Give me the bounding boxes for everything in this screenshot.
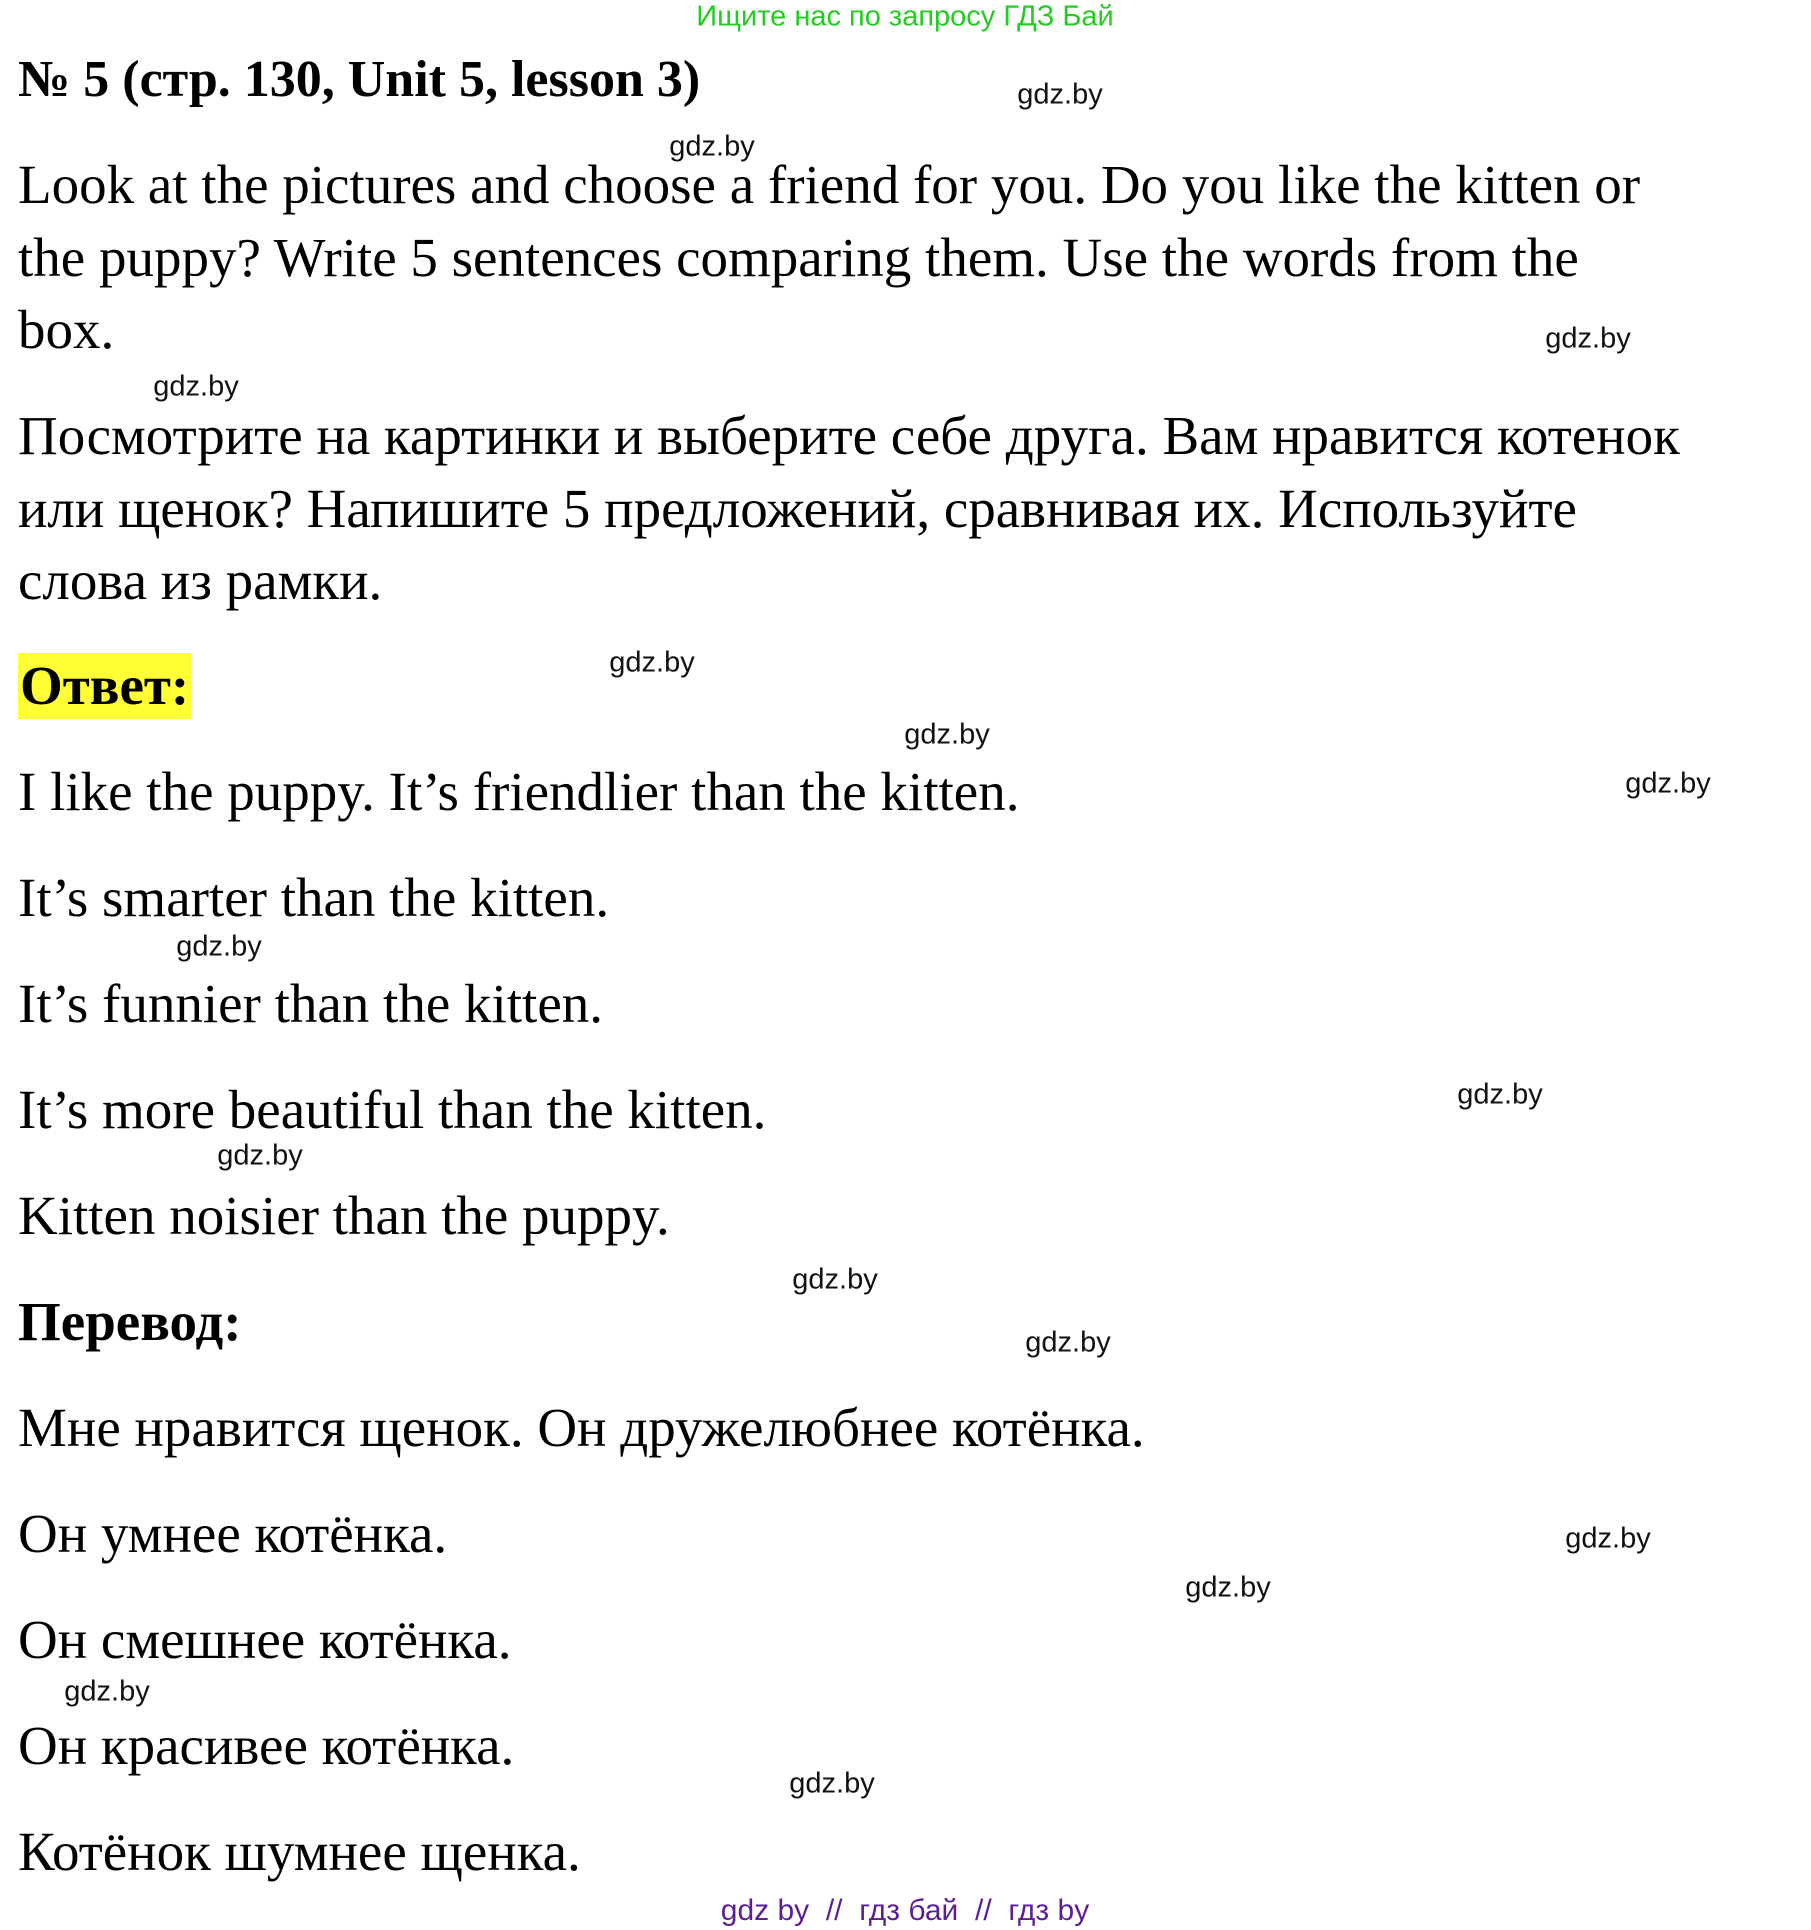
watermark: gdz.by [1185, 1571, 1271, 1604]
promo-link[interactable]: Ищите нас по запросу ГДЗ Бай [696, 0, 1114, 33]
footer-links[interactable]: gdz by // гдз бай // гдз by [720, 1894, 1090, 1927]
translation-line: Котёнок шумнее щенка. [18, 1821, 581, 1882]
watermark: gdz.by [789, 1767, 875, 1800]
watermark: gdz.by [609, 646, 695, 679]
task-en-line: box. [18, 299, 115, 360]
task-en-line: the puppy? Write 5 sentences comparing them. Use the words from the [18, 227, 1579, 288]
translation-label: Перевод: [18, 1291, 242, 1352]
watermark: gdz.by [1625, 767, 1711, 800]
answer-line: I like the puppy. It’s friendlier than the kitten. [18, 761, 1020, 822]
translation-line: Он смешнее котёнка. [18, 1609, 512, 1670]
answer-line: Kitten noisier than the puppy. [18, 1185, 670, 1246]
answer-line: It’s funnier than the kitten. [18, 973, 603, 1034]
watermark: gdz.by [904, 718, 990, 751]
translation-line: Он умнее котёнка. [18, 1503, 448, 1564]
page-title: № 5 (стр. 130, Unit 5, lesson 3) [18, 51, 701, 108]
task-ru-line: Посмотрите на картинки и выберите себе друга. Вам нравится котенок [18, 405, 1680, 466]
watermark: gdz.by [1545, 322, 1631, 355]
watermark: gdz.by [1025, 1326, 1111, 1359]
watermark: gdz.by [669, 130, 755, 163]
translation-line: Он красивее котёнка. [18, 1715, 515, 1776]
watermark: gdz.by [176, 930, 262, 963]
watermark: gdz.by [64, 1675, 150, 1708]
watermark: gdz.by [217, 1139, 303, 1172]
watermark: gdz.by [1017, 78, 1103, 111]
answer-label: Ответ: [18, 653, 191, 719]
answer-line: It’s more beautiful than the kitten. [18, 1079, 767, 1140]
watermark: gdz.by [792, 1263, 878, 1296]
answer-line: It’s smarter than the kitten. [18, 867, 610, 928]
watermark: gdz.by [1565, 1522, 1651, 1555]
translation-line: Мне нравится щенок. Он дружелюбнее котёнка. [18, 1397, 1145, 1458]
watermark: gdz.by [1457, 1078, 1543, 1111]
task-ru-line: слова из рамки. [18, 550, 383, 611]
watermark: gdz.by [153, 370, 239, 403]
task-ru-line: или щенок? Напишите 5 предложений, сравнивая их. Используйте [18, 478, 1577, 539]
task-en-line: Look at the pictures and choose a friend for you. Do you like the kitten or [18, 154, 1641, 215]
